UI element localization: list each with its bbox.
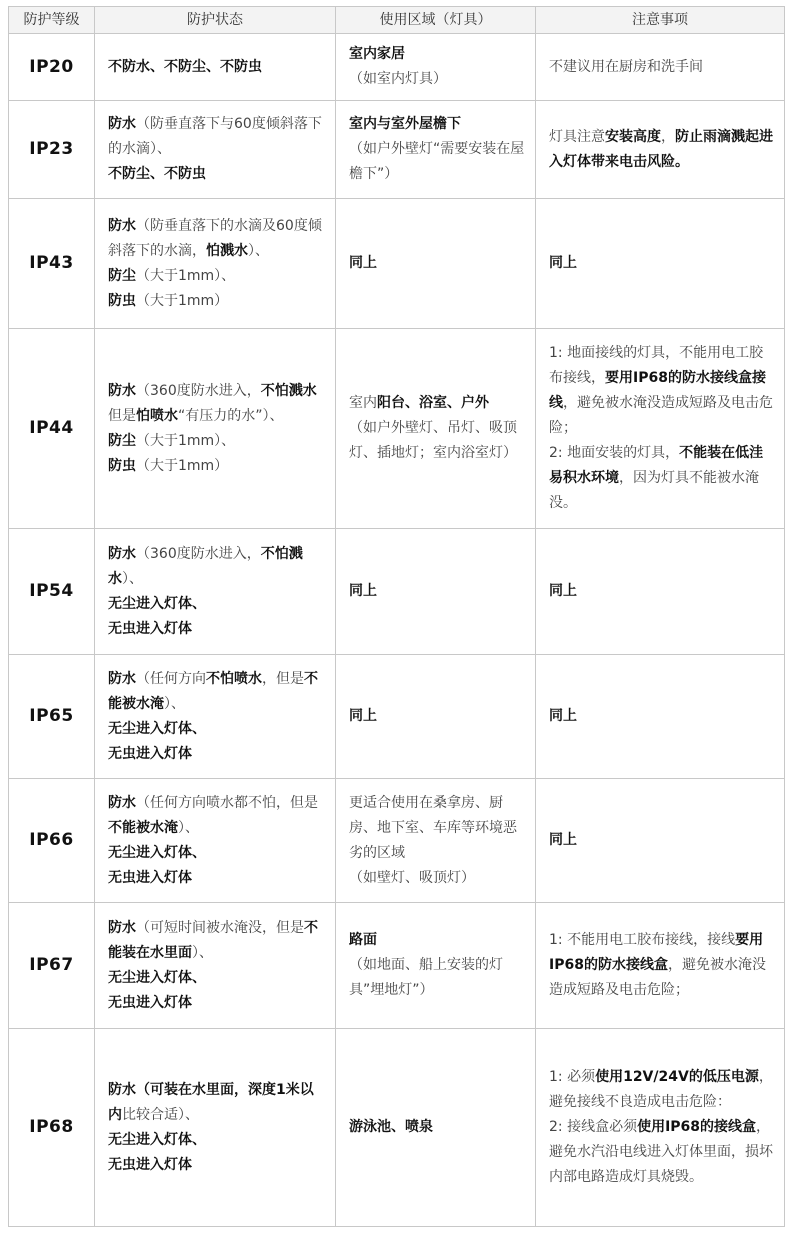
area-cell [336,655,536,779]
bold-text: 防水 [108,545,136,562]
bold-text: 无尘进入灯体、 [108,969,206,986]
status-line [108,667,327,717]
status-cell [95,903,336,1029]
notes-line [549,125,776,175]
status-line [108,112,327,162]
text: ，因为灯具不能被水淹没。 [549,470,759,511]
notes-line [549,579,776,604]
notes-cell [536,329,785,529]
ip-rating-table [8,6,785,1227]
area-line [349,112,527,137]
bold-text: 不防尘、不防虫 [108,166,206,182]
bold-text: 防虫 [108,457,136,474]
bold-text: 怕喷水 [136,407,178,424]
text: （防垂直落下与60度倾斜落下的水滴）、 [108,116,322,157]
bold-text: 无尘进入灯体、 [108,1131,206,1148]
area-line [349,391,527,416]
bold-text: 防水 [108,217,136,234]
notes-line [549,928,776,1003]
ip-level-cell: IP23 [9,101,95,199]
status-line [108,1078,327,1128]
status-line [108,1128,327,1153]
area-cell [336,199,536,329]
table-row [9,529,785,655]
ip-level-cell: IP54 [9,529,95,655]
text: （大于1mm） [136,457,229,474]
area-line [349,866,527,891]
ip-level-cell: IP68 [9,1029,95,1227]
area-cell [336,779,536,903]
status-line [108,379,327,429]
area-line [349,928,527,953]
text: （任何方向喷水都不怕，但是 [136,794,318,811]
status-line [108,841,327,866]
ip-level-cell: IP65 [9,655,95,779]
text: （360度防水进入， [136,545,261,562]
ip-level-cell: IP67 [9,903,95,1029]
status-line [108,542,327,592]
bold-text: 不防水、不防尘、不防虫 [108,58,262,75]
notes-line [549,251,776,276]
status-line [108,289,327,314]
status-cell [95,655,336,779]
table-row [9,779,785,903]
text: 1: 不能用电工胶布接线，接线 [549,932,736,948]
text: ，避免水汽沿电线进入灯体里面，损坏内部电路造成灯具烧毁。 [549,1119,773,1185]
notes-cell [536,34,785,101]
status-cell [95,529,336,655]
area-cell [336,101,536,199]
bold-text: 同上 [549,255,577,271]
header-notes: 注意事项 [536,7,785,34]
bold-text: 要用IP68的防水接线盒接线 [549,370,766,411]
header-status: 防护状态 [95,7,336,34]
area-line [349,251,527,276]
bold-text: 无尘进入灯体、 [108,595,206,612]
notes-line [549,704,776,729]
bold-text: 防尘 [108,432,136,449]
text: ， [661,128,675,145]
status-line [108,717,327,742]
text: 1: 必须 [549,1069,596,1085]
bold-text: 防止雨滴溅起进入灯体带来电击风险。 [549,128,773,170]
area-cell [336,329,536,529]
bold-text: 怕溅水 [206,242,248,259]
ip-level-cell: IP43 [9,199,95,329]
text: ，避免被水淹没造成短路及电击危险； [549,395,773,436]
ip-level-cell: IP66 [9,779,95,903]
header-level: 防护等级 [9,7,95,34]
bold-text: 不能被水淹 [108,670,318,712]
status-line [108,264,327,289]
text: 2: 接线盒必须 [549,1119,638,1135]
bold-text: 防水 [108,382,136,399]
status-line [108,55,327,80]
text: ）、 [122,570,143,587]
bold-text: 防尘 [108,267,136,284]
status-line [108,214,327,264]
status-line [108,866,327,891]
status-line [108,966,327,991]
bold-text: 室内与室外屋檐下 [349,116,461,132]
area-cell [336,1029,536,1227]
bold-text: 防水 [108,919,136,936]
status-line [108,617,327,642]
text: （大于1mm）、 [136,267,236,284]
area-cell [336,903,536,1029]
bold-text: 不怕溅水 [108,545,303,587]
table-row [9,101,785,199]
status-line [108,916,327,966]
header-row [9,7,785,34]
bold-text: 安装高度 [605,128,661,145]
status-line [108,1153,327,1178]
status-line [108,791,327,841]
text: （如壁灯、吸顶灯） [349,869,475,886]
bold-text: 无虫进入灯体 [108,745,192,762]
area-line [349,67,527,92]
bold-text: 游泳池、喷泉 [349,1119,433,1135]
text: （任何方向 [136,670,206,687]
bold-text: 同上 [549,583,577,599]
table-row [9,1029,785,1227]
status-cell [95,199,336,329]
text: ）、 [248,242,269,259]
text: ）、 [192,944,213,961]
text: 1: 地面接线的灯具，不能用电工胶布接线， [549,345,764,386]
table-row [9,655,785,779]
area-line [349,953,527,1003]
notes-line [549,341,776,441]
notes-line [549,441,776,516]
area-line [349,704,527,729]
notes-line [549,828,776,853]
status-line [108,429,327,454]
text: 更适合使用在桑拿房、厨房、地下室、车库等环境恶劣的区域 [349,794,517,861]
area-line [349,791,527,866]
text: 但是 [108,407,136,424]
text: （360度防水进入， [136,382,261,399]
bold-text: 防虫 [108,292,136,309]
bold-text: 防水 [108,794,136,811]
area-line [349,416,527,466]
text: 比较合适）、 [122,1106,199,1123]
text: （大于1mm） [136,292,229,309]
notes-line [549,1065,776,1115]
status-cell [95,1029,336,1227]
text: （大于1mm）、 [136,432,236,449]
bold-text: 路面 [349,932,377,948]
status-cell [95,779,336,903]
bold-text: 不能装在水里面 [108,919,318,961]
text: （如室内灯具） [349,71,447,87]
bold-text: 防水（可装在水里面，深度1米以内 [108,1081,314,1123]
text: （如地面、船上安装的灯具”埋地灯”） [349,957,503,998]
table-row [9,199,785,329]
area-line [349,1115,527,1140]
bold-text: 使用12V/24V的低压电源 [595,1069,759,1085]
ip-level-cell: IP20 [9,34,95,101]
area-cell [336,529,536,655]
bold-text: 同上 [549,708,577,724]
text: ，避免接线不良造成电击危险： [549,1069,773,1110]
area-cell [336,34,536,101]
notes-cell [536,1029,785,1227]
area-line [349,137,527,187]
bold-text: 不怕溅水 [260,382,317,399]
text: ）、 [164,695,185,712]
status-line [108,991,327,1016]
status-cell [95,101,336,199]
status-cell [95,329,336,529]
text: ，但是 [262,670,304,687]
bold-text: 使用IP68的接线盒 [637,1119,757,1135]
notes-line [549,1115,776,1190]
bold-text: 要用IP68的防水接线盒 [549,932,764,973]
bold-text: 无虫进入灯体 [108,620,192,637]
bold-text: 无尘进入灯体、 [108,844,206,861]
text: 灯具注意 [549,128,605,145]
bold-text: 无虫进入灯体 [108,994,192,1011]
status-line [108,162,327,187]
notes-cell [536,101,785,199]
bold-text: 同上 [349,255,377,271]
notes-cell [536,199,785,329]
text: “有压力的水”）、 [178,407,284,424]
table-row [9,34,785,101]
area-line [349,42,527,67]
notes-cell [536,655,785,779]
bold-text: 不能装在低洼易积水环境 [549,445,764,486]
text: 2: 地面安装的灯具， [549,445,680,461]
bold-text: 阳台、浴室、户外 [377,395,489,411]
table-row [9,903,785,1029]
ip-level-cell: IP44 [9,329,95,529]
notes-cell [536,779,785,903]
header-area: 使用区域（灯具） [336,7,536,34]
text: （如户外壁灯“需要安装在屋檐下”） [349,141,525,182]
status-line [108,592,327,617]
text: （如户外壁灯、吊灯、吸顶灯、插地灯；室内浴室灯） [349,420,517,461]
bold-text: 无虫进入灯体 [108,869,192,886]
status-line [108,742,327,767]
bold-text: 无尘进入灯体、 [108,720,206,737]
text: 室内 [349,395,377,411]
bold-text: 室内家居 [349,46,405,62]
bold-text: 同上 [549,832,577,848]
status-line [108,454,327,479]
bold-text: 防水 [108,670,136,687]
text: 不建议用在厨房和洗手间 [549,58,703,75]
notes-line [549,55,776,80]
text: （可短时间被水淹没，但是 [136,919,304,936]
text: （防垂直落下的水滴及60度倾斜落下的水滴， [108,217,322,259]
text: ）、 [178,819,199,836]
area-line [349,579,527,604]
bold-text: 不能被水淹 [108,819,178,836]
bold-text: 不怕喷水 [206,670,262,687]
table-row [9,329,785,529]
text: ，避免被水淹没造成短路及电击危险； [549,957,766,998]
bold-text: 无虫进入灯体 [108,1156,192,1173]
notes-cell [536,903,785,1029]
bold-text: 同上 [349,583,377,599]
bold-text: 防水 [108,116,136,132]
status-cell [95,34,336,101]
notes-cell [536,529,785,655]
bold-text: 同上 [349,708,377,724]
